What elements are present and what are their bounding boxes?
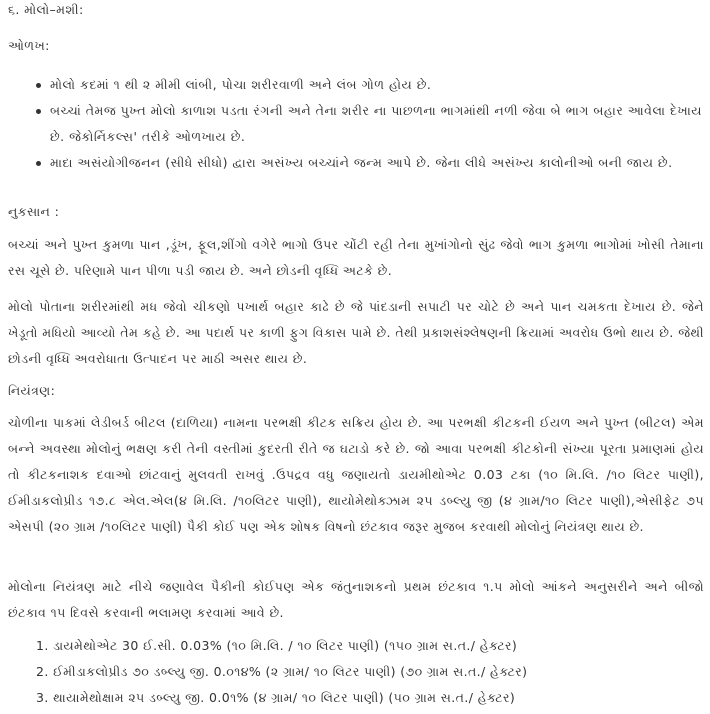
list-item: 2. ઈમીડાકલોપ્રીડ ૭૦ ડબ્લ્યુ જી. 0.૦૧૪% (૨ ગ્રામ/ ૧૦ લિટર પાણી) (૭૦ ગ્રામ સ.ત./ હેક્ટર) xyxy=(36,664,528,679)
list-item: મોલો કદમાં ૧ થી ૨ મીમી લાંબી, પોચા શરીરવાળી અને લંબ ગોળ હોય છે. xyxy=(36,72,704,98)
control-paragraph-2: મોલોના નિયંત્રણ માટે નીચે જણાવેલ પૈકીની કોઈપણ એક જંતુનાશકનો પ્રથમ છંટકાવ ૧.૫ મોલો આંકને અનુસરીને અને બીજો છંટકાવ ૧૫ દિવસે કરવાની ભલામણ કરવામાં આવે છે. xyxy=(8,579,704,620)
pesticide-list xyxy=(36,633,704,711)
control-paragraph-1: ચોળીના પાકમાં લેડીબર્ડ બીટલ (દાળિયા) નામના પરભક્ષી કીટક સક્રિય હોય છે. આ પરભક્ષી કીટકની ઈયળ અને પુખ્ત (બીટલ) એમ બન્ને અવસ્થા મોલોનું ભક્ષણ કરી તેની વસ્તીમાં કુદરતી રીતે જ ઘટાડો કરે છે. જો આવા પરભક્ષી કીટકોની સંખ્યા પૂરતા પ્રમાણમાં હોય તો કીટકનાશક દવાઓ છાંટવાનું મુલવતી રાખવું .ઉપદ્રવ વધુ જણાયતો ડાયમીથોએટ 0.03 ટકા (૧૦ મિ.લિ. /૧૦ લિટર પાણી), ઈમીડાકલોપ્રીડ ૧૭.૮ એલ.એલ(૪ મિ.લિ. /૧૦લિટર પાણી), થાયોમેથોક્ઝામ ૨૫ ડબ્લ્યુ જી (૪ ગ્રામ/૧૦ લિટર પાણી),એસીફેટ ૭૫ એસપી (૨૦ ગ્રામ /૧૦લિટર પાણી) પૈકી કોઈ પણ એક શોષક વિષનો છંટકાવ જરૂર મુજબ કરવાથી મોલોનું નિયંત્રણ થાય છે. xyxy=(8,415,704,534)
control-heading: નિયંત્રણ: xyxy=(8,383,56,398)
identification-bullet-list xyxy=(36,72,704,176)
damage-heading: નુકસાન : xyxy=(8,204,60,219)
damage-paragraph-1: બચ્ચાં અને પુખ્ત કુમળા પાન ,ડૂંખ, ફૂલ,શીંગો વગેરે ભાગો ઉપર ચોંટી રહી તેના મુખાંગોનો સુંઢ જેવો ભાગ કુમળા ભાગોમાં ખોસી તેમાના રસ ચૂસે છે. પરિણામે પાન પીળા પડી જાય છે. અને છોડની વૃધ્ધિ અટકે છે. xyxy=(8,237,704,278)
section-title: ૬. મોલો–મશી: xyxy=(8,2,84,17)
identification-heading: ઓળખ: xyxy=(8,38,50,53)
list-item: માદા અસંયોગીજનન (સીધે સીધો) દ્વારા અસંખ્ય બચ્ચાંને જન્મ આપે છે. જેના લીધે અસંખ્ય કાલોનીઓ બની જાય છે. xyxy=(36,150,704,176)
list-item: 3. થાયામેથોક્ષામ ૨૫ ડબ્લ્યુ જી. 0.0૧% (૪ ગ્રામ/ ૧૦ લિટર પાણી) (૫૦ ગ્રામ સ.ત./ હેક્ટર) xyxy=(36,690,516,705)
list-item: બચ્ચાં તેમજ પુખ્ત મોલો કાળાશ પડતા રંગની અને તેના શરીર ના પાછળના ભાગમાંથી નળી જેવા બે ભાગ બહાર આવેલા દેખાય છે. જેકોર્નિકલ્સ' તરીકે ઓળખાય છે. xyxy=(36,98,704,150)
damage-paragraph-2: મોલો પોતાના શરીરમાંથી મધ જેવો ચીકણો પખાર્થ બહાર કાઢે છે જે પાંદડાની સપાટી પર ચોટે છે અને પાન ચમકતા દેખાય છે. જેને ખેડૂતો મધિયો આવ્યો તેમ કહે છે. આ પદાર્થ પર કાળી ફુગ વિકાસ પામે છે. તેથી પ્રકાશસંશ્લેષણની ક્રિયામાં અવરોધ ઉભો થાય છે. જેથી છોડની વૃધ્ધિ અવરોધાતા ઉત્પાદન પર માઠી અસર થાય છે. xyxy=(8,299,704,366)
list-item: 1. ડાયમેથોએટ 30 ઈ.સી. 0.03% (૧૦ મિ.લિ. / ૧૦ લિટર પાણી) (૧૫૦ ગ્રામ સ.ત./ હેક્ટર) xyxy=(36,638,518,653)
